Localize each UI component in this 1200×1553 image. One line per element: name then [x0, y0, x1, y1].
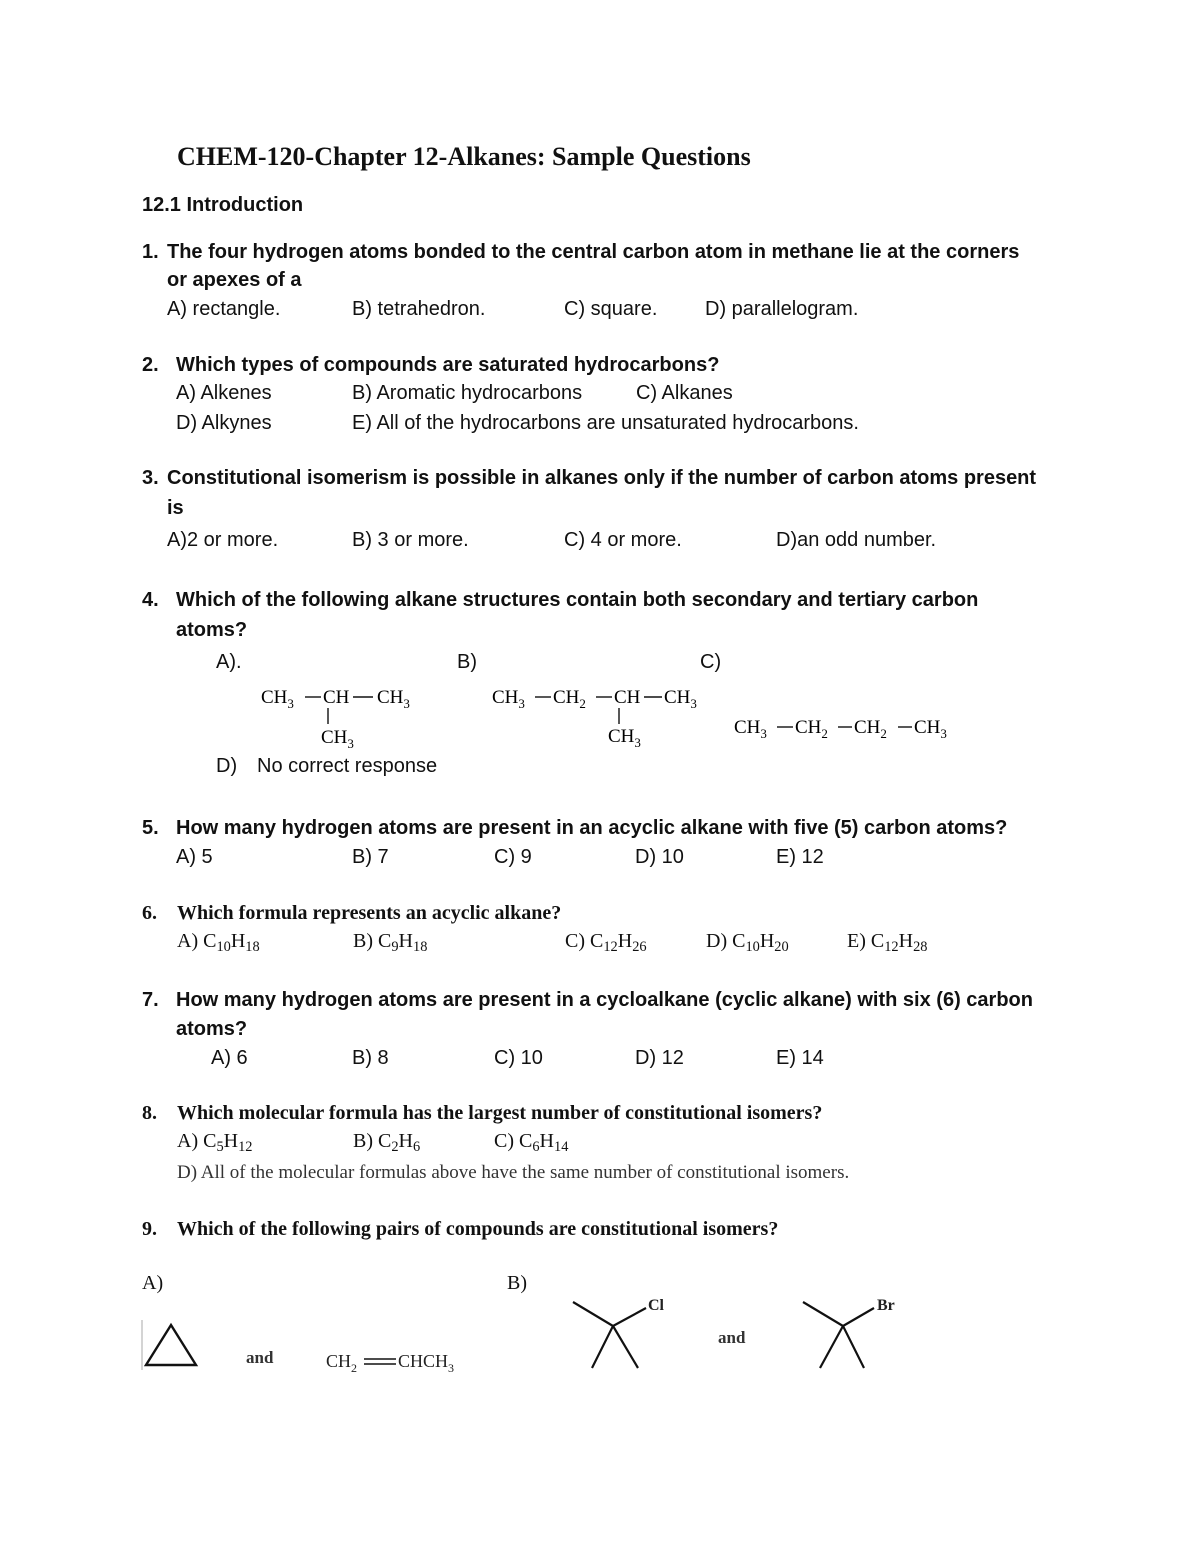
q2-text: Which types of compounds are saturated hydrocarbons? [176, 354, 720, 376]
page-title: CHEM-120-Chapter 12-Alkanes: Sample Questions [177, 142, 751, 171]
propene-structure [320, 1344, 480, 1378]
q6-option-d: D) $C_{10}H_{20}$ [706, 930, 789, 956]
q3-option-c: C) 4 or more. [564, 529, 682, 551]
q6-option-b: B) $C_9H_{18}$ [353, 930, 428, 956]
svg-text:CH3: $CH_3$ [261, 687, 294, 711]
q2-option-b: B) Aromatic hydrocarbons [352, 382, 583, 404]
q3-option-a: A)2 or more. [167, 529, 279, 551]
structure-a-isobutane [255, 680, 435, 750]
svg-text:CH3: $CH_3$ [321, 727, 354, 750]
q2-option-a: A) Alkenes [176, 382, 272, 404]
q4-label-d: D) [216, 755, 238, 777]
q7-option-e: E) 14 [776, 1047, 824, 1069]
q5-number: 5. [142, 817, 159, 839]
q6-option-a: A) $C_{10}H_{18}$ [177, 930, 260, 956]
svg-text:CH: CH [614, 687, 641, 708]
q1-text-line2: or apexes of a [167, 269, 302, 291]
q1-option-b: B) tetrahedron. [352, 298, 486, 320]
q2-option-d: D) Alkynes [176, 412, 272, 434]
q8-number: 8. [142, 1102, 157, 1124]
q6-number: 6. [142, 902, 157, 924]
q4-label-c: C) [700, 651, 722, 673]
q4-label-a: A). [216, 651, 242, 673]
q4-text-line2: atoms? [176, 619, 248, 641]
chlorine-label: Cl [648, 1297, 664, 1314]
q5-option-a: A) 5 [176, 846, 213, 868]
q3-number: 3. [142, 467, 159, 489]
svg-text:CH3: $CH_3$ [492, 687, 525, 711]
q8-option-c: C) $C_6H_{14}$ [494, 1130, 569, 1156]
q7-text-line2: atoms? [176, 1018, 248, 1040]
q7-option-d: D) 12 [635, 1047, 684, 1069]
q7-option-b: B) 8 [352, 1047, 389, 1069]
q9-label-b: B) [507, 1272, 527, 1294]
q3-option-b: B) 3 or more. [352, 529, 469, 551]
svg-text:CH3: $CH_3$ [734, 717, 767, 741]
svg-text:CH3: $CH_3$ [377, 687, 410, 711]
q3-text-line1: Constitutional isomerism is possible in alkanes only if the number of carbon atoms present [167, 467, 1037, 489]
q6-text: Which formula represents an acyclic alkane? [177, 902, 562, 924]
q4-text-line1: Which of the following alkane structures contain both secondary and tertiary carbon [176, 589, 979, 611]
a-ch-center: CH [323, 687, 350, 708]
q8-option-d: D) All of the molecular formulas above have the same number of constitutional isomers. [177, 1162, 850, 1183]
q5-option-e: E) 12 [776, 846, 824, 868]
q3-text-line2: is [167, 497, 184, 519]
a-ch3-left: CH [261, 687, 288, 708]
q2-option-e: E) All of the hydrocarbons are unsaturated hydrocarbons. [352, 412, 859, 434]
q1-option-c: C) square. [564, 298, 658, 320]
q5-option-c: C) 9 [494, 846, 532, 868]
q9-text: Which of the following pairs of compounds are constitutional isomers? [177, 1218, 779, 1240]
q9-label-a: A) [142, 1272, 164, 1294]
q2-option-c: C) Alkanes [636, 382, 733, 404]
q8-option-b: B) $C_2H_6$ [353, 1130, 421, 1156]
q7-text-line1: How many hydrogen atoms are present in a cycloalkane (cyclic alkane) with six (6) carbon [176, 989, 1033, 1011]
q8-text: Which molecular formula has the largest number of constitutional isomers? [177, 1102, 823, 1124]
q1-option-d: D) parallelogram. [705, 298, 859, 320]
q4-option-d-text: No correct response [257, 755, 438, 777]
q5-option-d: D) 10 [635, 846, 684, 868]
q9-a-and: and [246, 1348, 274, 1367]
q5-option-b: B) 7 [352, 846, 389, 868]
svg-text:CH3: $CH_3$ [608, 726, 641, 750]
svg-text:CH2: $CH_2$ [854, 717, 887, 741]
structure-b-methylbutane [488, 680, 718, 750]
q3-option-d: D)an odd number. [776, 529, 937, 551]
q2-number: 2. [142, 354, 159, 376]
structure-c-butane [730, 710, 980, 744]
q9-number: 9. [142, 1218, 157, 1240]
q9-b-and: and [718, 1328, 746, 1347]
svg-text:CH2: $CH_2$ [326, 1351, 358, 1375]
svg-text:CH2: $CH_2$ [553, 687, 586, 711]
q7-number: 7. [142, 989, 159, 1011]
q1-option-a: A) rectangle. [167, 298, 281, 320]
svg-text:CH3: $CH_3$ [664, 687, 697, 711]
section-heading: 12.1 Introduction [142, 194, 304, 216]
q7-option-a: A) 6 [211, 1047, 248, 1069]
q6-option-c: C) $C_{12}H_{26}$ [565, 930, 647, 956]
q7-option-c: C) 10 [494, 1047, 543, 1069]
q1-number: 1. [142, 241, 159, 263]
svg-text:CH2: $CH_2$ [795, 717, 828, 741]
bromine-label: Br [877, 1297, 895, 1314]
chloro-structure [566, 1290, 676, 1374]
svg-text:CH3: $CH_3$ [914, 717, 947, 741]
cyclopropane-structure [140, 1318, 204, 1372]
bromo-structure [798, 1290, 908, 1374]
q4-number: 4. [142, 589, 159, 611]
svg-text:CHCH3: $CHCH_3$ [398, 1351, 455, 1375]
q1-text-line1: The four hydrogen atoms bonded to the central carbon atom in methane lie at the corners [167, 241, 1020, 263]
q5-text: How many hydrogen atoms are present in an acyclic alkane with five (5) carbon atoms? [176, 817, 1008, 839]
q8-option-a: A) $C_5H_{12}$ [177, 1130, 253, 1156]
q4-label-b: B) [457, 651, 477, 673]
q6-option-e: E) $C_{12}H_{28}$ [847, 930, 928, 956]
